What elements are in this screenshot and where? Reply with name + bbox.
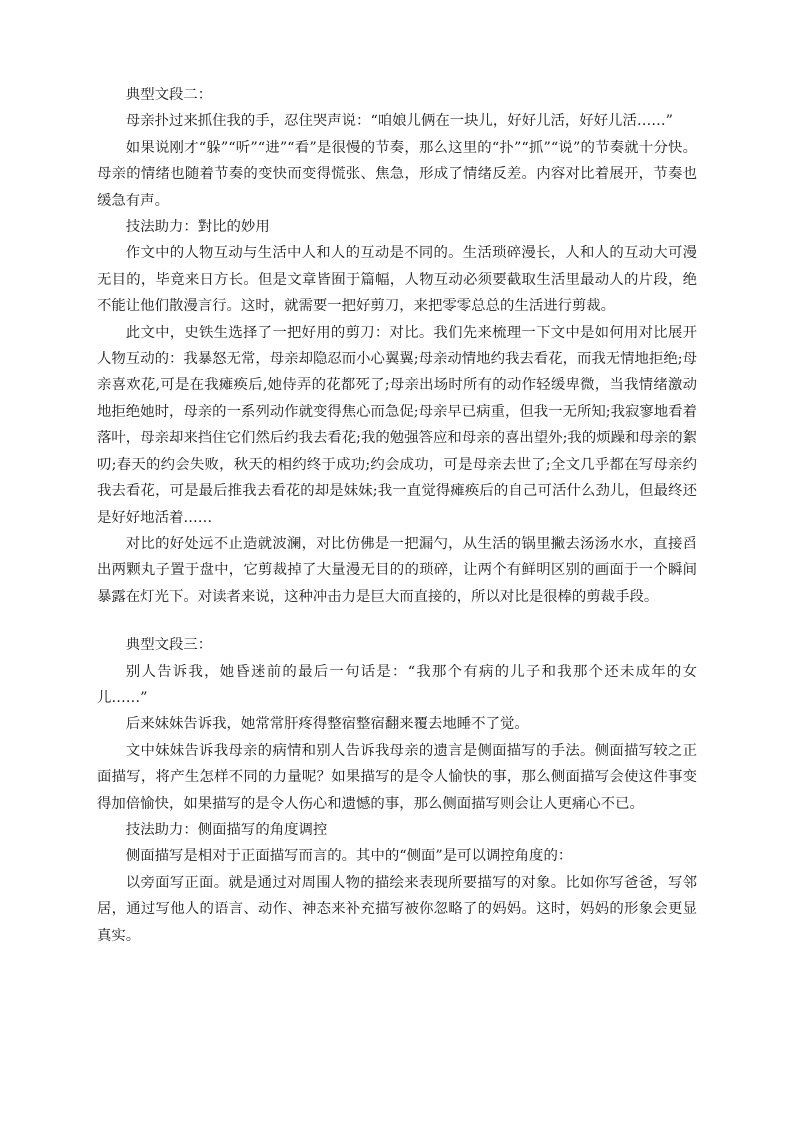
section-2-technique-paragraph-3: 对比的好处远不止造就波澜，对比仿佛是一把漏勺，从生活的锅里撇去汤汤水水，直接舀出两颗丸子置于盘中，它剪裁掉了大量漫无目的的琐碎，让两个有鲜明区别的画面于一个瞬间暴露在灯光下。对读者来说，这种冲击力是巨大而直接的，所以对比是很棒的剪裁手段。	[97, 535, 697, 605]
section-2-technique-paragraph-2: 此文中，史铁生选择了一把好用的剪刀：对比。我们先来梳理一下文中是如何用对比展开人物互动的：我暴怒无常，母亲却隐忍而小心翼翼;母亲动情地约我去看花，而我无情地拒绝;母亲喜欢花,可是在我瘫痪后,她侍弄的花都死了;母亲出场时所有的动作轻缓卑微，当我情绪激动地拒绝她时，母亲的一系列动作就变得焦心而急促;母亲早已病重，但我一无所知;我寂寥地看着落叶，母亲却来挡住它们然后约我去看花;我的勉强答应和母亲的喜出望外;我的烦躁和母亲的絮叨;春天的约会失败，秋天的相约终于成功;约会成功，可是母亲去世了;全文几乎都在写母亲约我去看花，可是最后推我去看花的却是妹妹;我一直觉得瘫痪后的自己可活什么劲儿，但最终还是好好地活着……	[97, 324, 697, 526]
section-3-analysis: 文中妹妹告诉我母亲的病情和别人告诉我母亲的遗言是侧面描写的手法。侧面描写较之正面描写，将产生怎样不同的力量呢？如果描写的是令人愉快的事，那么侧面描写会使这件事变得加倍愉快，如果描写的是令人伤心和遗憾的事，那么侧面描写则会让人更痛心不已。	[97, 742, 697, 812]
section-gap	[97, 610, 697, 632]
section-2-analysis: 如果说刚才“躲”“听”“进”“看”是很慢的节奏，那么这里的“扑”“抓”“说”的节奏就十分快。母亲的情绪也随着节奏的变快而变得慌张、焦急，形成了情绪反差。内容对比着展开，节奏也缓急有声。	[97, 139, 697, 209]
section-3-technique-paragraph-2: 以旁面写正面。就是通过对周围人物的描绘来表现所要描写的对象。比如你写爸爸，写邻居，通过写他人的语言、动作、神态来补充描写被你忽略了的妈妈。这时，妈妈的形象会更显真实。	[97, 874, 697, 944]
document-body	[97, 82, 697, 949]
section-3-quote-1: 别人告诉我，她昏迷前的最后一句话是：“我那个有病的儿子和我那个还未成年的女儿……”	[97, 663, 697, 706]
section-3-technique-paragraph-1: 侧面描写是相对于正面描写而言的。其中的“侧面”是可以调控角度的：	[125, 848, 573, 865]
section-2-technique-title: 技法助力：對比的妙用	[125, 219, 270, 236]
section-2-quote: 母亲扑过来抓住我的手，忍住哭声说：“咱娘儿俩在一块儿，好好儿活，好好儿活……”	[125, 113, 673, 130]
section-3-quote-2: 后来妹妹告诉我，她常常肝疼得整宿整宿翻来覆去地睡不了觉。	[125, 716, 529, 733]
section-3-title: 典型文段三：	[125, 637, 213, 654]
section-3-technique-title: 技法助力：侧面描写的角度调控	[125, 821, 328, 838]
section-2-technique-paragraph-1: 作文中的人物互动与生活中人和人的互动是不同的。生活琐碎漫长，人和人的互动大可漫无目的，毕竟来日方长。但是文章皆囿于篇幅，人物互动必须要截取生活里最动人的片段，绝不能让他们散漫言行。这时，就需要一把好剪刀，来把零零总总的生活进行剪裁。	[97, 245, 697, 315]
section-2-title: 典型文段二：	[125, 87, 213, 103]
